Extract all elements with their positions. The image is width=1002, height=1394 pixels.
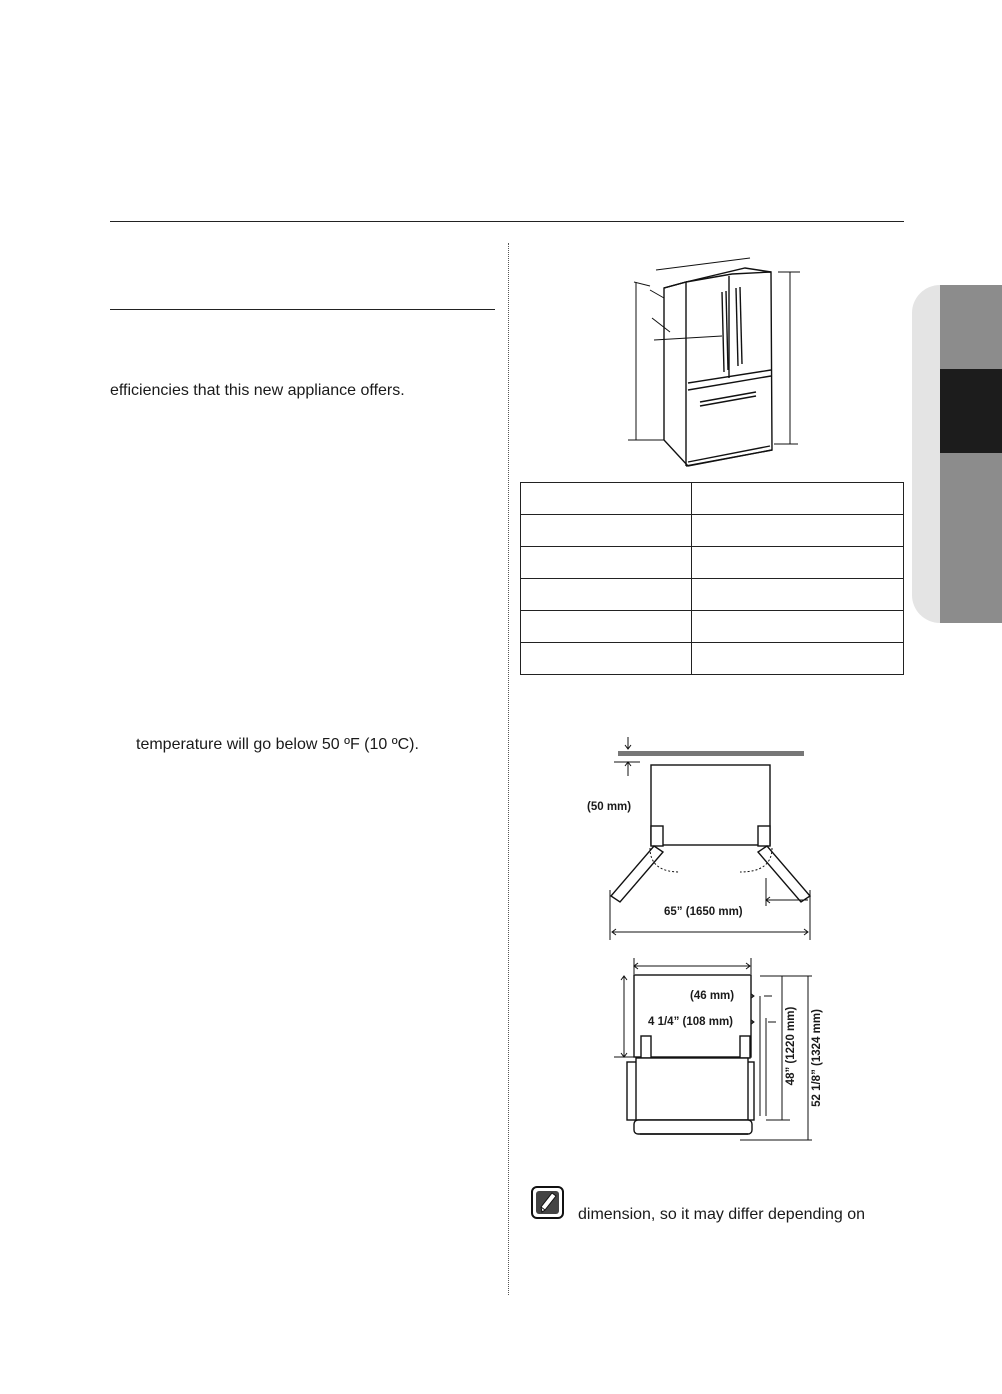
side-tab-lower[interactable]: [940, 453, 1002, 623]
table-row: [521, 643, 904, 675]
table-cell-label: [521, 611, 692, 643]
table-cell-value: [692, 579, 904, 611]
section-rule: [110, 309, 495, 310]
table-cell-label: [521, 515, 692, 547]
side-tab-edge: [912, 285, 940, 623]
header-rule: [110, 221, 904, 222]
table-cell-value: [692, 483, 904, 515]
table-cell-label: [521, 547, 692, 579]
table-cell-value: [692, 515, 904, 547]
door-gap-46-label: (46 mm): [690, 990, 735, 1002]
table-row: [521, 579, 904, 611]
door-gap-108-label: 4 1/4” (108 mm): [648, 1016, 734, 1028]
depth-48-label: 48” (1220 mm): [785, 1006, 797, 1086]
table-cell-value: [692, 643, 904, 675]
side-tab-active[interactable]: [940, 369, 1002, 453]
table-cell-value: [692, 611, 904, 643]
body-text-efficiencies: efficiencies that this new appliance offers.: [110, 382, 405, 399]
table-row: [521, 515, 904, 547]
table-row: [521, 611, 904, 643]
table-row: [521, 483, 904, 515]
note-pencil-icon: [530, 1185, 566, 1221]
table-row: [521, 547, 904, 579]
depth-52-label: 52 1/8” (1324 mm): [811, 1009, 823, 1107]
dimensions-table: [520, 482, 904, 675]
table-cell-label: [521, 483, 692, 515]
column-divider: [508, 243, 509, 1295]
table-cell-value: [692, 547, 904, 579]
refrigerator-perspective-illustration: [620, 255, 810, 470]
back-gap-label: (50 mm): [587, 801, 632, 813]
table-cell-label: [521, 643, 692, 675]
door-swing-width-label: 65” (1650 mm): [664, 906, 743, 918]
side-tab-upper[interactable]: [940, 285, 1002, 369]
note-text: dimension, so it may differ depending on: [578, 1206, 865, 1223]
body-text-temperature: temperature will go below 50 ºF (10 ºC).: [136, 736, 419, 753]
table-cell-label: [521, 579, 692, 611]
